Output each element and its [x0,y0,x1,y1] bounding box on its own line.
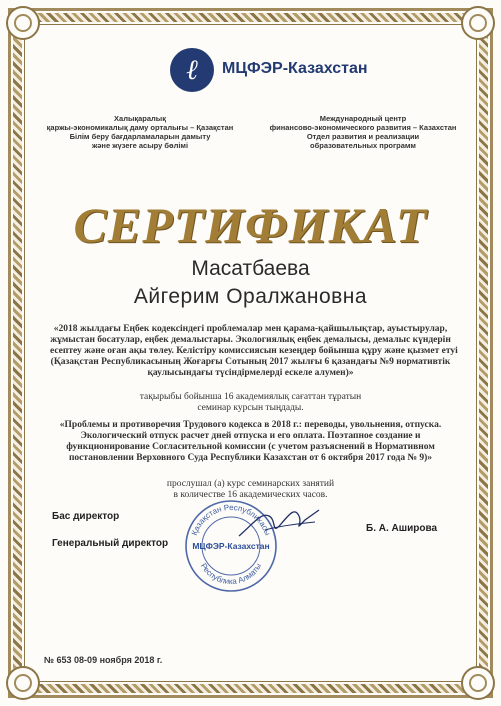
certificate-title: СЕРТИФИКАТ [73,197,428,253]
result-line: в количестве 16 академических часов. [173,490,328,500]
org-line: образовательных программ [310,141,416,150]
organization-logo [150,48,368,94]
result-line: прослушал (а) курс семинарских занятий [166,479,335,489]
stamp-center-text: МЦФЭР-Казахстан [192,541,270,551]
course-line: постановлении Верховного Суда Республики Казахстан от 6 октября 2017 года № 9)» [68,453,433,463]
logo-mark-icon: ℓ [170,48,214,92]
logo-text: МЦФЭР-Казахстан [222,60,368,77]
signatory-title-ru: Генеральный директор [52,538,169,549]
org-line: Халықаралық [114,114,166,123]
organization-name-kz [40,114,240,150]
course-line: (Қазақстан Республикасының Жоғарғы Сотының 2017 жылғы 6 қазандағы №9 нормативтік [50,357,451,367]
course-line: есептеу және оған ақы төлеу. Келістіру комиссиясын кезеңдер бойынша құру және қызмет етуі [50,346,458,356]
course-line: жұмыстан босатулар, еңбек демалыстары. Экологиялық еңбек демалысы, демалыс күндерін [50,335,451,345]
course-line: «2018 жылдағы Еңбек кодексіндегі проблемалар мен қарама-қайшылықтар, ауыстырулар, [53,324,448,334]
recipient-given-name: Айгерим Оралжановна [133,285,368,308]
course-line: Экологический отпуск расчет дней отпуска и его оплата. Поэтапное создание и [80,431,421,441]
organization-name-ru [268,114,458,150]
course-result-kz [50,392,451,414]
org-line: Отдел развития и реализации [306,132,420,141]
svg-text:Республика Алматы [199,562,263,587]
certificate-number-date: № 653 08-09 ноября 2018 г. [44,655,163,665]
course-line: функционирование Согласительной комиссии (с учетом разъяснений в Нормативном [66,442,435,452]
corner-ornament [6,666,40,700]
handwritten-signature-icon [235,502,323,546]
result-line: тақырыбы бойынша 16 академиялық сағаттан тұратын [139,392,362,402]
org-line: Білім беру бағдарламаларын дамыту [69,132,211,141]
result-line: семинар курсын тыңдады. [197,403,304,413]
corner-ornament [6,6,40,40]
course-title-kz [50,324,458,379]
org-line: финансово-экономического развития – Казахстан [269,123,457,132]
course-line: «Проблемы и противоречия Трудового кодекса в 2018 г.: переводы, увольнения, отпуска. [59,420,442,430]
org-line: Международный центр [319,114,407,123]
stamp-ring-top: Қазақстан Республикасы [189,502,273,537]
recipient-surname: Масатбаева [191,257,310,280]
signatory-name: Б. А. Аширова [366,523,438,534]
corner-ornament [461,666,495,700]
corner-ornament [461,6,495,40]
course-title-ru [50,420,451,464]
org-line: қаржы-экономикалық даму орталығы – Қазақстан [46,123,234,132]
org-line: және жүзеге асыру бөлімі [91,141,189,150]
stamp-ring-bottom: Республика Алматы [198,561,264,587]
course-line: қаулысындағы түсіндірмелерді ескеле алумен)» [147,368,354,378]
signatory-title-kz: Бас директор [52,511,120,522]
